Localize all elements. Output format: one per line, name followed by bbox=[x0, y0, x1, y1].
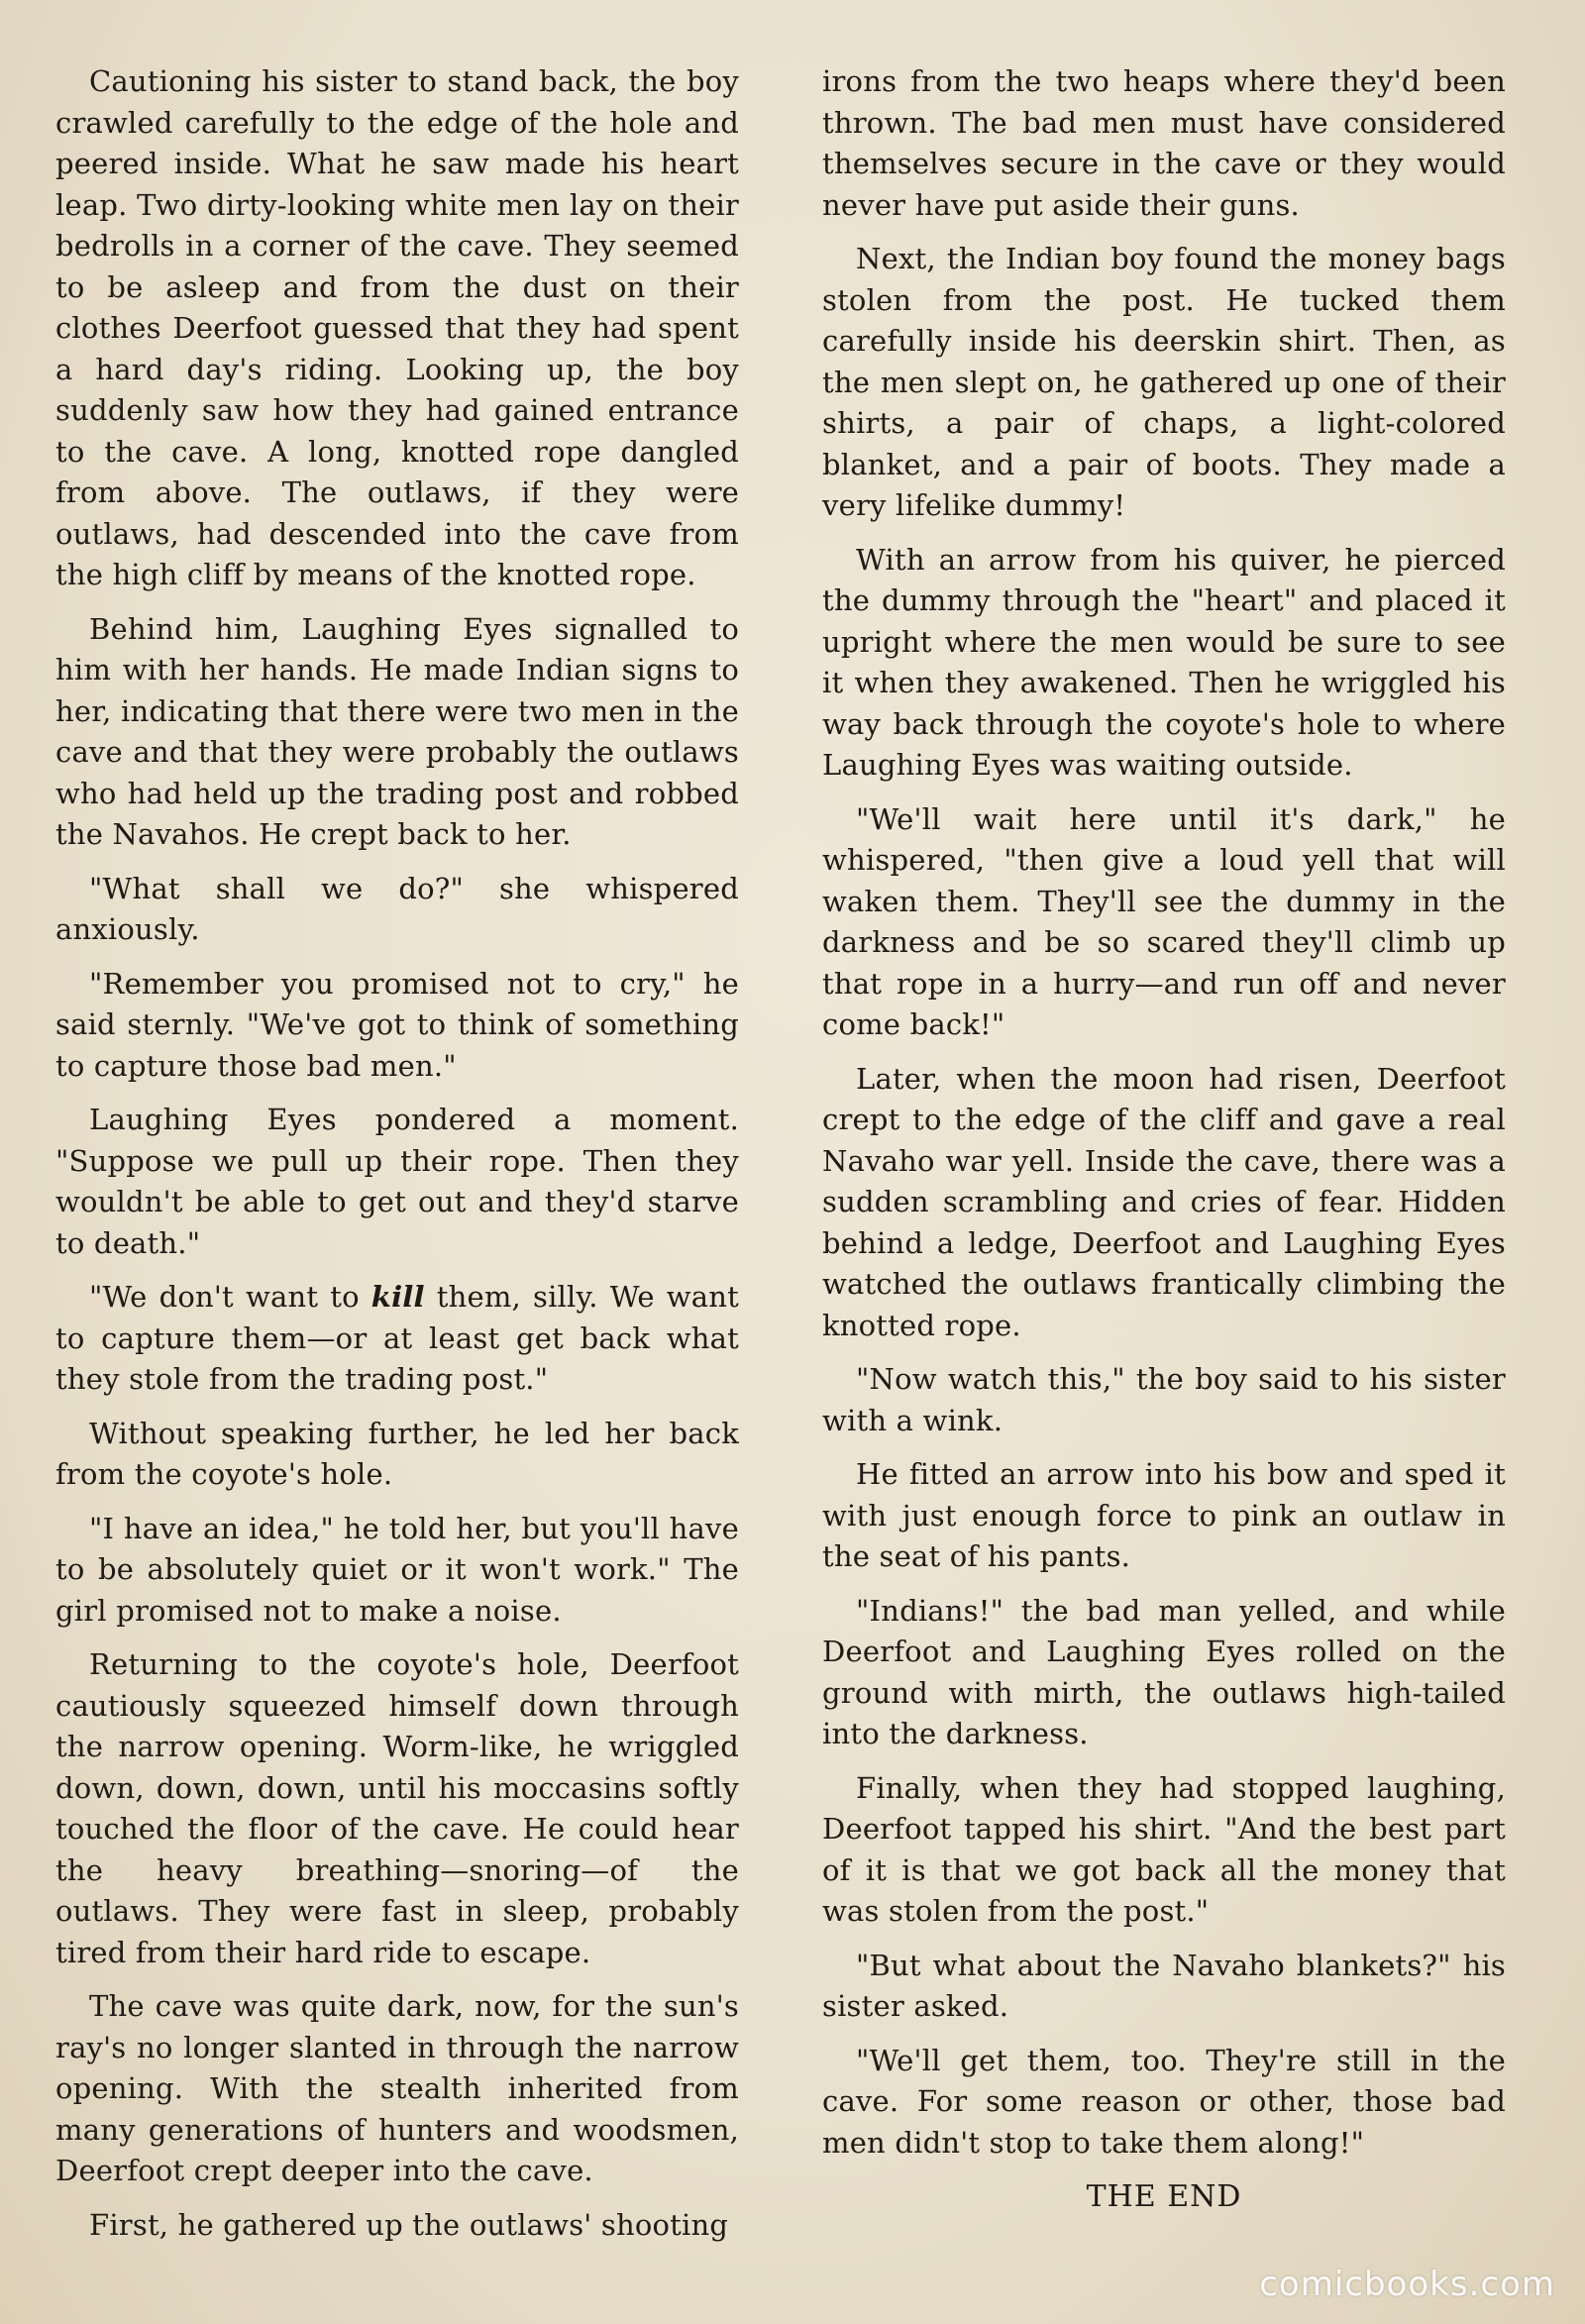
paragraph: "We don't want to kill them, silly. We want to capture them—or at least get back what they stole from the trading post." bbox=[55, 1280, 739, 1396]
emphasis-kill: kill bbox=[370, 1280, 425, 1314]
paragraph: Laughing Eyes pondered a moment. "Suppose we pull up their rope. Then they wouldn't be able to get out and they'd starve to death." bbox=[55, 1103, 739, 1260]
paragraph: Later, when the moon had risen, Deerfoot crept to the edge of the cliff and gave a real Navaho war yell. Inside the cave, there was a sudden scrambling and cries of fear. Hidden behind a ledge, Deerfoot and Laughing Eyes watched the outlaws frantically climbing the knotted rope. bbox=[822, 1061, 1506, 1342]
paragraph: With an arrow from his quiver, he pierced the dummy through the "heart" and placed it upright where the men would be sure to see it when they awakened. Then he wriggled his way back through the coyote's hole to where Laughing Eyes was waiting outside. bbox=[822, 542, 1506, 782]
paragraph: "We'll get them, too. They're still in the cave. For some reason or other, those bad men didn't stop to take them along!" bbox=[822, 2043, 1506, 2160]
paragraph: Cautioning his sister to stand back, the boy crawled carefully to the edge of the hole and peered inside. What he saw made his heart leap. Two dirty-looking white men lay on their bedrolls in a corner of the cave. They seemed to be asleep and from the dust on their clothes Deerfoot guessed that they had spent a hard day's riding. Looking up, the boy suddenly saw how they had gained entrance to the cave. A long, knotted rope dangled from above. The outlaws, if they were outlaws, had descended into the cave from the high cliff by means of the knotted rope. bbox=[55, 64, 739, 591]
paragraph: "But what about the Navaho blankets?" his sister asked. bbox=[822, 1948, 1506, 2023]
paragraph: Behind him, Laughing Eyes signalled to him with her hands. He made Indian signs to her, indicating that there were two men in the cave and that they were probably the outlaws who had held up the trading post and robbed the Navahos. He crept back to her. bbox=[55, 611, 739, 851]
paragraph: "Remember you promised not to cry," he said sternly. "We've got to think of something to capture those bad men." bbox=[55, 966, 739, 1083]
paragraph: "I have an idea," he told her, but you'll have to be absolutely quiet or it won't work." The girl promised not to make a noise. bbox=[55, 1511, 739, 1628]
paragraph: Next, the Indian boy found the money bags stolen from the post. He tucked them carefully inside his deerskin shirt. Then, as the men slept on, he gathered up one of their shirts, a pair of chaps, a light-colored blanket, and a pair of boots. They made a very lifelike dummy! bbox=[822, 242, 1506, 522]
paragraph: The cave was quite dark, now, for the sun's ray's no longer slanted in through the narrow opening. With the stealth inherited from many generations of hunters and woodsmen, Deerfoot crept deeper into the cave. bbox=[55, 1989, 739, 2187]
paragraph: irons from the two heaps where they'd been thrown. The bad men must have considered themselves secure in the cave or they would never have put aside their guns. bbox=[822, 64, 1506, 222]
paragraph: Finally, when they had stopped laughing, Deerfoot tapped his shirt. "And the best part of it is that we got back all the money that was stolen from the post." bbox=[822, 1770, 1506, 1928]
site-watermark: comicbooks.com bbox=[1259, 2265, 1555, 2304]
the-end-label: THE END bbox=[1086, 2179, 1242, 2214]
left-text-column bbox=[55, 61, 739, 2259]
paragraph: Without speaking further, he led her back from the coyote's hole. bbox=[55, 1416, 739, 1491]
paragraph: Returning to the coyote's hole, Deerfoot cautiously squeezed himself down through the narrow opening. Worm-like, he wriggled down, down, down, until his moccasins softly touched the floor of the cave. He could hear the heavy breathing—snoring—of the outlaws. They were fast in sleep, probably tired from their hard ride to escape. bbox=[55, 1647, 739, 1969]
right-text-column bbox=[822, 61, 1506, 2214]
paragraph: He fitted an arrow into his bow and sped it with just enough force to pink an outlaw in the seat of his pants. bbox=[822, 1457, 1506, 1573]
paragraph: "We'll wait here until it's dark," he whispered, "then give a loud yell that will waken them. They'll see the dummy in the darkness and be so scared they'll climb up that rope in a hurry—and run off and never come back!" bbox=[822, 801, 1506, 1041]
paragraph: "What shall we do?" she whispered anxiously. bbox=[55, 871, 739, 946]
paragraph: "Now watch this," the boy said to his sister with a wink. bbox=[822, 1362, 1506, 1437]
paragraph: "Indians!" the bad man yelled, and while Deerfoot and Laughing Eyes rolled on the ground with mirth, the outlaws high-tailed into the darkness. bbox=[822, 1593, 1506, 1750]
paragraph: First, he gathered up the outlaws' shooting bbox=[89, 2207, 729, 2242]
